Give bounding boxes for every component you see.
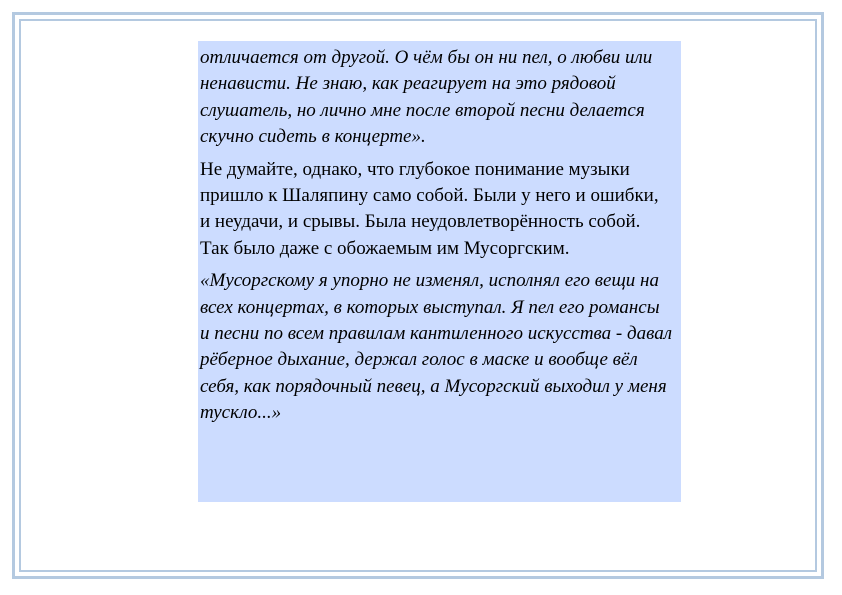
paragraph-quote-mussorgsky: «Мусоргскому я упорно не изменял, исполнял его вещи на всех концертах, в которых выступал. Я пел его романсы и песни по всем правилам кантиленного искусства - давал рёберное дыхание, держал голос в маске и вообще вёл себя, как порядочный певец, а Мусоргский выходил у меня тускло...»: [200, 270, 673, 424]
paragraph-narrative: Не думайте, однако, что глубокое понимание музыки пришло к Шаляпину само собой. Были у него и ошибки, и неудачи, и срывы. Была неудовлетворённость собой. Так было даже с обожаемым им Мусоргским.: [200, 158, 659, 259]
text-block: [198, 41, 681, 502]
paragraph-quote-ending: отличается от другой. О чём бы он ни пел, о любви или ненависти. Не знаю, как реагирует на это рядовой слушатель, но лично мне после второй песни делается скучно сидеть в концерте».: [200, 47, 653, 148]
